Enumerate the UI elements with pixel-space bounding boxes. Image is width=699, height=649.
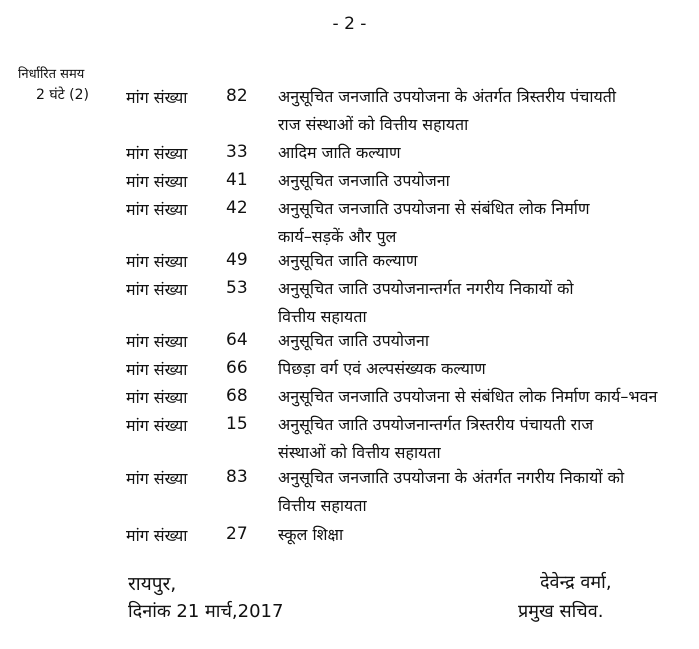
demand-label: मांग संख्या [126,469,188,488]
demand-number: 83 [226,467,248,487]
demand-description-line: वित्तीय सहायता [278,496,367,515]
allotted-time-label: निर्धारित समय [18,67,85,82]
demand-description-line: कार्य–सड़कें और पुल [278,227,397,246]
demand-number: 27 [226,524,248,544]
page-number: - 2 - [332,14,367,34]
signer-title: प्रमुख सचिव. [518,601,604,622]
demand-description-line: वित्तीय सहायता [278,307,367,326]
demand-number: 66 [226,358,248,378]
demand-description-line: स्कूल शिक्षा [278,525,344,544]
demand-description-line: अनुसूचित जाति उपयोजनान्तर्गत नगरीय निकायों को [278,279,574,298]
demand-description-line: अनुसूचित जनजाति उपयोजना से संबंधित लोक निर्माण कार्य–भवन [278,387,658,406]
place: रायपुर, [128,573,177,595]
demand-label: मांग संख्या [126,416,188,435]
demand-label: मांग संख्या [126,332,188,351]
demand-description-line: अनुसूचित जनजाति उपयोजना के अंतर्गत त्रिस्तरीय पंचायती [278,87,617,106]
demand-number: 15 [226,414,248,434]
signer-name: देवेन्द्र वर्मा, [540,572,612,593]
demand-number: 49 [226,250,248,270]
demand-description-line: अनुसूचित जनजाति उपयोजना [278,171,450,190]
demand-description-line: अनुसूचित जनजाति उपयोजना के अंतर्गत नगरीय निकायों को [278,468,625,487]
demand-number: 33 [226,142,248,162]
demand-description-line: पिछड़ा वर्ग एवं अल्पसंख्यक कल्याण [278,359,486,378]
demand-number: 64 [226,330,248,350]
demand-description-line: संस्थाओं को वित्तीय सहायता [278,443,441,462]
date: दिनांक 21 मार्च,2017 [128,601,284,622]
demand-label: मांग संख्या [126,360,188,379]
demand-label: मांग संख्या [126,388,188,407]
demand-description-line: अनुसूचित जाति उपयोजना [278,331,429,350]
demand-number: 53 [226,278,248,298]
demand-description-line: अनुसूचित जाति कल्याण [278,251,418,270]
demand-label: मांग संख्या [126,526,188,545]
demand-label: मांग संख्या [126,252,188,271]
demand-label: मांग संख्या [126,144,188,163]
demand-label: मांग संख्या [126,200,188,219]
demand-description-line: अनुसूचित जाति उपयोजनान्तर्गत त्रिस्तरीय पंचायती राज [278,415,594,434]
demand-label: मांग संख्या [126,88,188,107]
demand-description-line: राज संस्थाओं को वित्तीय सहायता [278,115,469,134]
demand-number: 82 [226,86,248,106]
demand-label: मांग संख्या [126,280,188,299]
demand-description-line: आदिम जाति कल्याण [278,143,401,162]
demand-number: 42 [226,198,248,218]
allotted-time-value: 2 घंटे (2) [36,87,89,103]
demand-number: 41 [226,170,248,190]
demand-description-line: अनुसूचित जनजाति उपयोजना से संबंधित लोक निर्माण [278,199,590,218]
demand-label: मांग संख्या [126,172,188,191]
demand-number: 68 [226,386,248,406]
